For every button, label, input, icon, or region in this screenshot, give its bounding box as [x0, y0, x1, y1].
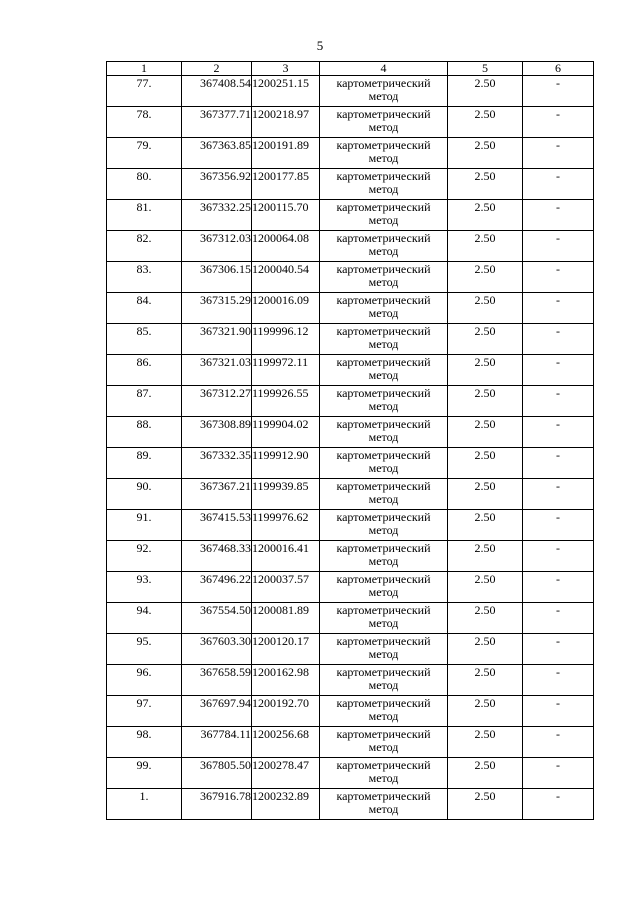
x-coordinate-cell: 367321.03: [182, 355, 252, 386]
note-cell: -: [523, 634, 594, 665]
table-row: [107, 324, 594, 355]
accuracy-cell: 2.50: [448, 479, 523, 510]
y-coordinate-cell: 1200115.70: [252, 200, 320, 231]
table-row: [107, 665, 594, 696]
y-coordinate-cell: 1200232.89: [252, 789, 320, 820]
table-row: [107, 758, 594, 789]
note-cell: -: [523, 572, 594, 603]
accuracy-cell: 2.50: [448, 200, 523, 231]
method-line-2: метод: [368, 306, 399, 320]
note-cell: -: [523, 76, 594, 107]
method-cell: [320, 138, 448, 169]
point-number-cell: 88.: [107, 417, 182, 448]
method-cell: [320, 417, 448, 448]
note-cell: -: [523, 324, 594, 355]
method-line-1: картометрический: [336, 727, 431, 741]
point-number-cell: 94.: [107, 603, 182, 634]
method-line-2: метод: [368, 368, 399, 382]
y-coordinate-cell: 1199972.11: [252, 355, 320, 386]
y-coordinate-cell: 1200016.41: [252, 541, 320, 572]
method-cell: [320, 727, 448, 758]
table-row: [107, 231, 594, 262]
method-cell: [320, 231, 448, 262]
x-coordinate-cell: 367308.89: [182, 417, 252, 448]
accuracy-cell: 2.50: [448, 386, 523, 417]
method-cell: [320, 324, 448, 355]
method-cell: [320, 665, 448, 696]
y-coordinate-cell: 1200081.89: [252, 603, 320, 634]
column-header-2: 2: [182, 62, 252, 76]
accuracy-cell: 2.50: [448, 355, 523, 386]
point-number-cell: 78.: [107, 107, 182, 138]
note-cell: -: [523, 386, 594, 417]
table-row: [107, 541, 594, 572]
accuracy-cell: 2.50: [448, 262, 523, 293]
method-cell: [320, 479, 448, 510]
note-cell: -: [523, 479, 594, 510]
point-number-cell: 91.: [107, 510, 182, 541]
y-coordinate-cell: 1200256.68: [252, 727, 320, 758]
accuracy-cell: 2.50: [448, 541, 523, 572]
y-coordinate-cell: 1200192.70: [252, 696, 320, 727]
x-coordinate-cell: 367658.59: [182, 665, 252, 696]
x-coordinate-cell: 367496.22: [182, 572, 252, 603]
method-cell: [320, 634, 448, 665]
point-number-cell: 86.: [107, 355, 182, 386]
method-cell: [320, 541, 448, 572]
x-coordinate-cell: 367306.15: [182, 262, 252, 293]
x-coordinate-cell: 367356.92: [182, 169, 252, 200]
x-coordinate-cell: 367415.53: [182, 510, 252, 541]
x-coordinate-cell: 367332.25: [182, 200, 252, 231]
method-line-2: метод: [368, 337, 399, 351]
method-line-1: картометрический: [336, 417, 431, 431]
y-coordinate-cell: 1199912.90: [252, 448, 320, 479]
table-row: [107, 386, 594, 417]
accuracy-cell: 2.50: [448, 572, 523, 603]
point-number-cell: 93.: [107, 572, 182, 603]
method-line-2: метод: [368, 120, 399, 134]
method-line-2: метод: [368, 647, 399, 661]
x-coordinate-cell: 367784.11: [182, 727, 252, 758]
point-number-cell: 87.: [107, 386, 182, 417]
point-number-cell: 95.: [107, 634, 182, 665]
accuracy-cell: 2.50: [448, 417, 523, 448]
table-row: [107, 603, 594, 634]
method-line-1: картометрический: [336, 200, 431, 214]
accuracy-cell: 2.50: [448, 727, 523, 758]
method-line-1: картометрический: [336, 448, 431, 462]
note-cell: -: [523, 758, 594, 789]
point-number-cell: 89.: [107, 448, 182, 479]
y-coordinate-cell: 1200016.09: [252, 293, 320, 324]
accuracy-cell: 2.50: [448, 696, 523, 727]
point-number-cell: 79.: [107, 138, 182, 169]
point-number-cell: 92.: [107, 541, 182, 572]
table-row: [107, 76, 594, 107]
method-line-1: картометрический: [336, 107, 431, 121]
y-coordinate-cell: 1200037.57: [252, 572, 320, 603]
method-line-1: картометрический: [336, 355, 431, 369]
note-cell: -: [523, 510, 594, 541]
method-line-1: картометрический: [336, 634, 431, 648]
note-cell: -: [523, 727, 594, 758]
x-coordinate-cell: 367468.33: [182, 541, 252, 572]
x-coordinate-cell: 367367.21: [182, 479, 252, 510]
method-line-2: метод: [368, 151, 399, 165]
method-line-1: картометрический: [336, 510, 431, 524]
point-number-cell: 99.: [107, 758, 182, 789]
method-line-1: картометрический: [336, 479, 431, 493]
table-row: [107, 448, 594, 479]
x-coordinate-cell: 367332.35: [182, 448, 252, 479]
point-number-cell: 80.: [107, 169, 182, 200]
method-cell: [320, 200, 448, 231]
accuracy-cell: 2.50: [448, 138, 523, 169]
method-line-1: картометрический: [336, 169, 431, 183]
table-row: [107, 200, 594, 231]
y-coordinate-cell: 1200191.89: [252, 138, 320, 169]
x-coordinate-cell: 367554.50: [182, 603, 252, 634]
column-header-4: 4: [320, 62, 448, 76]
point-number-cell: 97.: [107, 696, 182, 727]
point-number-cell: 98.: [107, 727, 182, 758]
method-line-1: картометрический: [336, 76, 431, 90]
point-number-cell: 90.: [107, 479, 182, 510]
table-row: [107, 634, 594, 665]
accuracy-cell: 2.50: [448, 231, 523, 262]
table-row: [107, 169, 594, 200]
method-line-2: метод: [368, 89, 399, 103]
method-line-1: картометрический: [336, 138, 431, 152]
method-cell: [320, 448, 448, 479]
table-row: [107, 293, 594, 324]
method-cell: [320, 107, 448, 138]
y-coordinate-cell: 1200064.08: [252, 231, 320, 262]
column-header-3: 3: [252, 62, 320, 76]
accuracy-cell: 2.50: [448, 789, 523, 820]
accuracy-cell: 2.50: [448, 510, 523, 541]
point-number-cell: 77.: [107, 76, 182, 107]
method-line-1: картометрический: [336, 262, 431, 276]
point-number-cell: 83.: [107, 262, 182, 293]
note-cell: -: [523, 169, 594, 200]
method-cell: [320, 603, 448, 634]
method-line-1: картометрический: [336, 386, 431, 400]
table-row: [107, 479, 594, 510]
method-cell: [320, 386, 448, 417]
method-line-2: метод: [368, 554, 399, 568]
note-cell: -: [523, 541, 594, 572]
method-line-2: метод: [368, 678, 399, 692]
y-coordinate-cell: 1200218.97: [252, 107, 320, 138]
table-body: [107, 76, 594, 820]
accuracy-cell: 2.50: [448, 76, 523, 107]
method-line-1: картометрический: [336, 789, 431, 803]
method-cell: [320, 758, 448, 789]
accuracy-cell: 2.50: [448, 293, 523, 324]
x-coordinate-cell: 367363.85: [182, 138, 252, 169]
accuracy-cell: 2.50: [448, 324, 523, 355]
note-cell: -: [523, 231, 594, 262]
page-number: 5: [316, 38, 324, 53]
accuracy-cell: 2.50: [448, 169, 523, 200]
coordinates-table: [106, 61, 594, 820]
method-line-1: картометрический: [336, 696, 431, 710]
y-coordinate-cell: 1200040.54: [252, 262, 320, 293]
column-header-1: 1: [107, 62, 182, 76]
x-coordinate-cell: 367916.78: [182, 789, 252, 820]
x-coordinate-cell: 367805.50: [182, 758, 252, 789]
y-coordinate-cell: 1200278.47: [252, 758, 320, 789]
method-line-2: метод: [368, 802, 399, 816]
table-row: [107, 262, 594, 293]
note-cell: -: [523, 355, 594, 386]
table-row: [107, 696, 594, 727]
note-cell: -: [523, 603, 594, 634]
x-coordinate-cell: 367312.03: [182, 231, 252, 262]
accuracy-cell: 2.50: [448, 107, 523, 138]
accuracy-cell: 2.50: [448, 665, 523, 696]
method-line-1: картометрический: [336, 758, 431, 772]
point-number-cell: 82.: [107, 231, 182, 262]
note-cell: -: [523, 200, 594, 231]
method-line-2: метод: [368, 213, 399, 227]
accuracy-cell: 2.50: [448, 634, 523, 665]
accuracy-cell: 2.50: [448, 758, 523, 789]
column-header-5: 5: [448, 62, 523, 76]
method-line-2: метод: [368, 461, 399, 475]
y-coordinate-cell: 1200120.17: [252, 634, 320, 665]
y-coordinate-cell: 1200177.85: [252, 169, 320, 200]
method-cell: [320, 510, 448, 541]
method-line-2: метод: [368, 709, 399, 723]
y-coordinate-cell: 1199939.85: [252, 479, 320, 510]
point-number-cell: 1.: [107, 789, 182, 820]
x-coordinate-cell: 367312.27: [182, 386, 252, 417]
accuracy-cell: 2.50: [448, 603, 523, 634]
x-coordinate-cell: 367697.94: [182, 696, 252, 727]
y-coordinate-cell: 1199904.02: [252, 417, 320, 448]
x-coordinate-cell: 367408.54: [182, 76, 252, 107]
note-cell: -: [523, 448, 594, 479]
method-cell: [320, 76, 448, 107]
accuracy-cell: 2.50: [448, 448, 523, 479]
point-number-cell: 84.: [107, 293, 182, 324]
method-line-2: метод: [368, 740, 399, 754]
note-cell: -: [523, 107, 594, 138]
table-row: [107, 789, 594, 820]
method-cell: [320, 572, 448, 603]
method-cell: [320, 355, 448, 386]
table-row: [107, 417, 594, 448]
method-cell: [320, 293, 448, 324]
method-line-2: метод: [368, 585, 399, 599]
table-row: [107, 138, 594, 169]
table-row: [107, 355, 594, 386]
column-header-6: 6: [523, 62, 594, 76]
note-cell: -: [523, 417, 594, 448]
method-cell: [320, 169, 448, 200]
method-line-2: метод: [368, 430, 399, 444]
point-number-cell: 81.: [107, 200, 182, 231]
method-line-1: картометрический: [336, 231, 431, 245]
table-row: [107, 572, 594, 603]
x-coordinate-cell: 367603.30: [182, 634, 252, 665]
x-coordinate-cell: 367315.29: [182, 293, 252, 324]
method-line-1: картометрический: [336, 603, 431, 617]
method-line-2: метод: [368, 523, 399, 537]
table-row: [107, 727, 594, 758]
y-coordinate-cell: 1199926.55: [252, 386, 320, 417]
method-line-1: картометрический: [336, 665, 431, 679]
point-number-cell: 85.: [107, 324, 182, 355]
y-coordinate-cell: 1199976.62: [252, 510, 320, 541]
method-cell: [320, 262, 448, 293]
note-cell: -: [523, 696, 594, 727]
method-line-2: метод: [368, 275, 399, 289]
method-line-2: метод: [368, 399, 399, 413]
method-cell: [320, 789, 448, 820]
note-cell: -: [523, 138, 594, 169]
point-number-cell: 96.: [107, 665, 182, 696]
table-row: [107, 107, 594, 138]
note-cell: -: [523, 293, 594, 324]
method-line-1: картометрический: [336, 572, 431, 586]
method-line-2: метод: [368, 492, 399, 506]
y-coordinate-cell: 1200251.15: [252, 76, 320, 107]
method-line-1: картометрический: [336, 541, 431, 555]
x-coordinate-cell: 367321.90: [182, 324, 252, 355]
note-cell: -: [523, 789, 594, 820]
y-coordinate-cell: 1199996.12: [252, 324, 320, 355]
x-coordinate-cell: 367377.71: [182, 107, 252, 138]
method-line-1: картометрический: [336, 293, 431, 307]
note-cell: -: [523, 262, 594, 293]
header-row: [107, 62, 594, 76]
method-line-2: метод: [368, 182, 399, 196]
method-line-2: метод: [368, 244, 399, 258]
y-coordinate-cell: 1200162.98: [252, 665, 320, 696]
method-line-2: метод: [368, 616, 399, 630]
method-line-2: метод: [368, 771, 399, 785]
table-row: [107, 510, 594, 541]
method-cell: [320, 696, 448, 727]
note-cell: -: [523, 665, 594, 696]
method-line-1: картометрический: [336, 324, 431, 338]
